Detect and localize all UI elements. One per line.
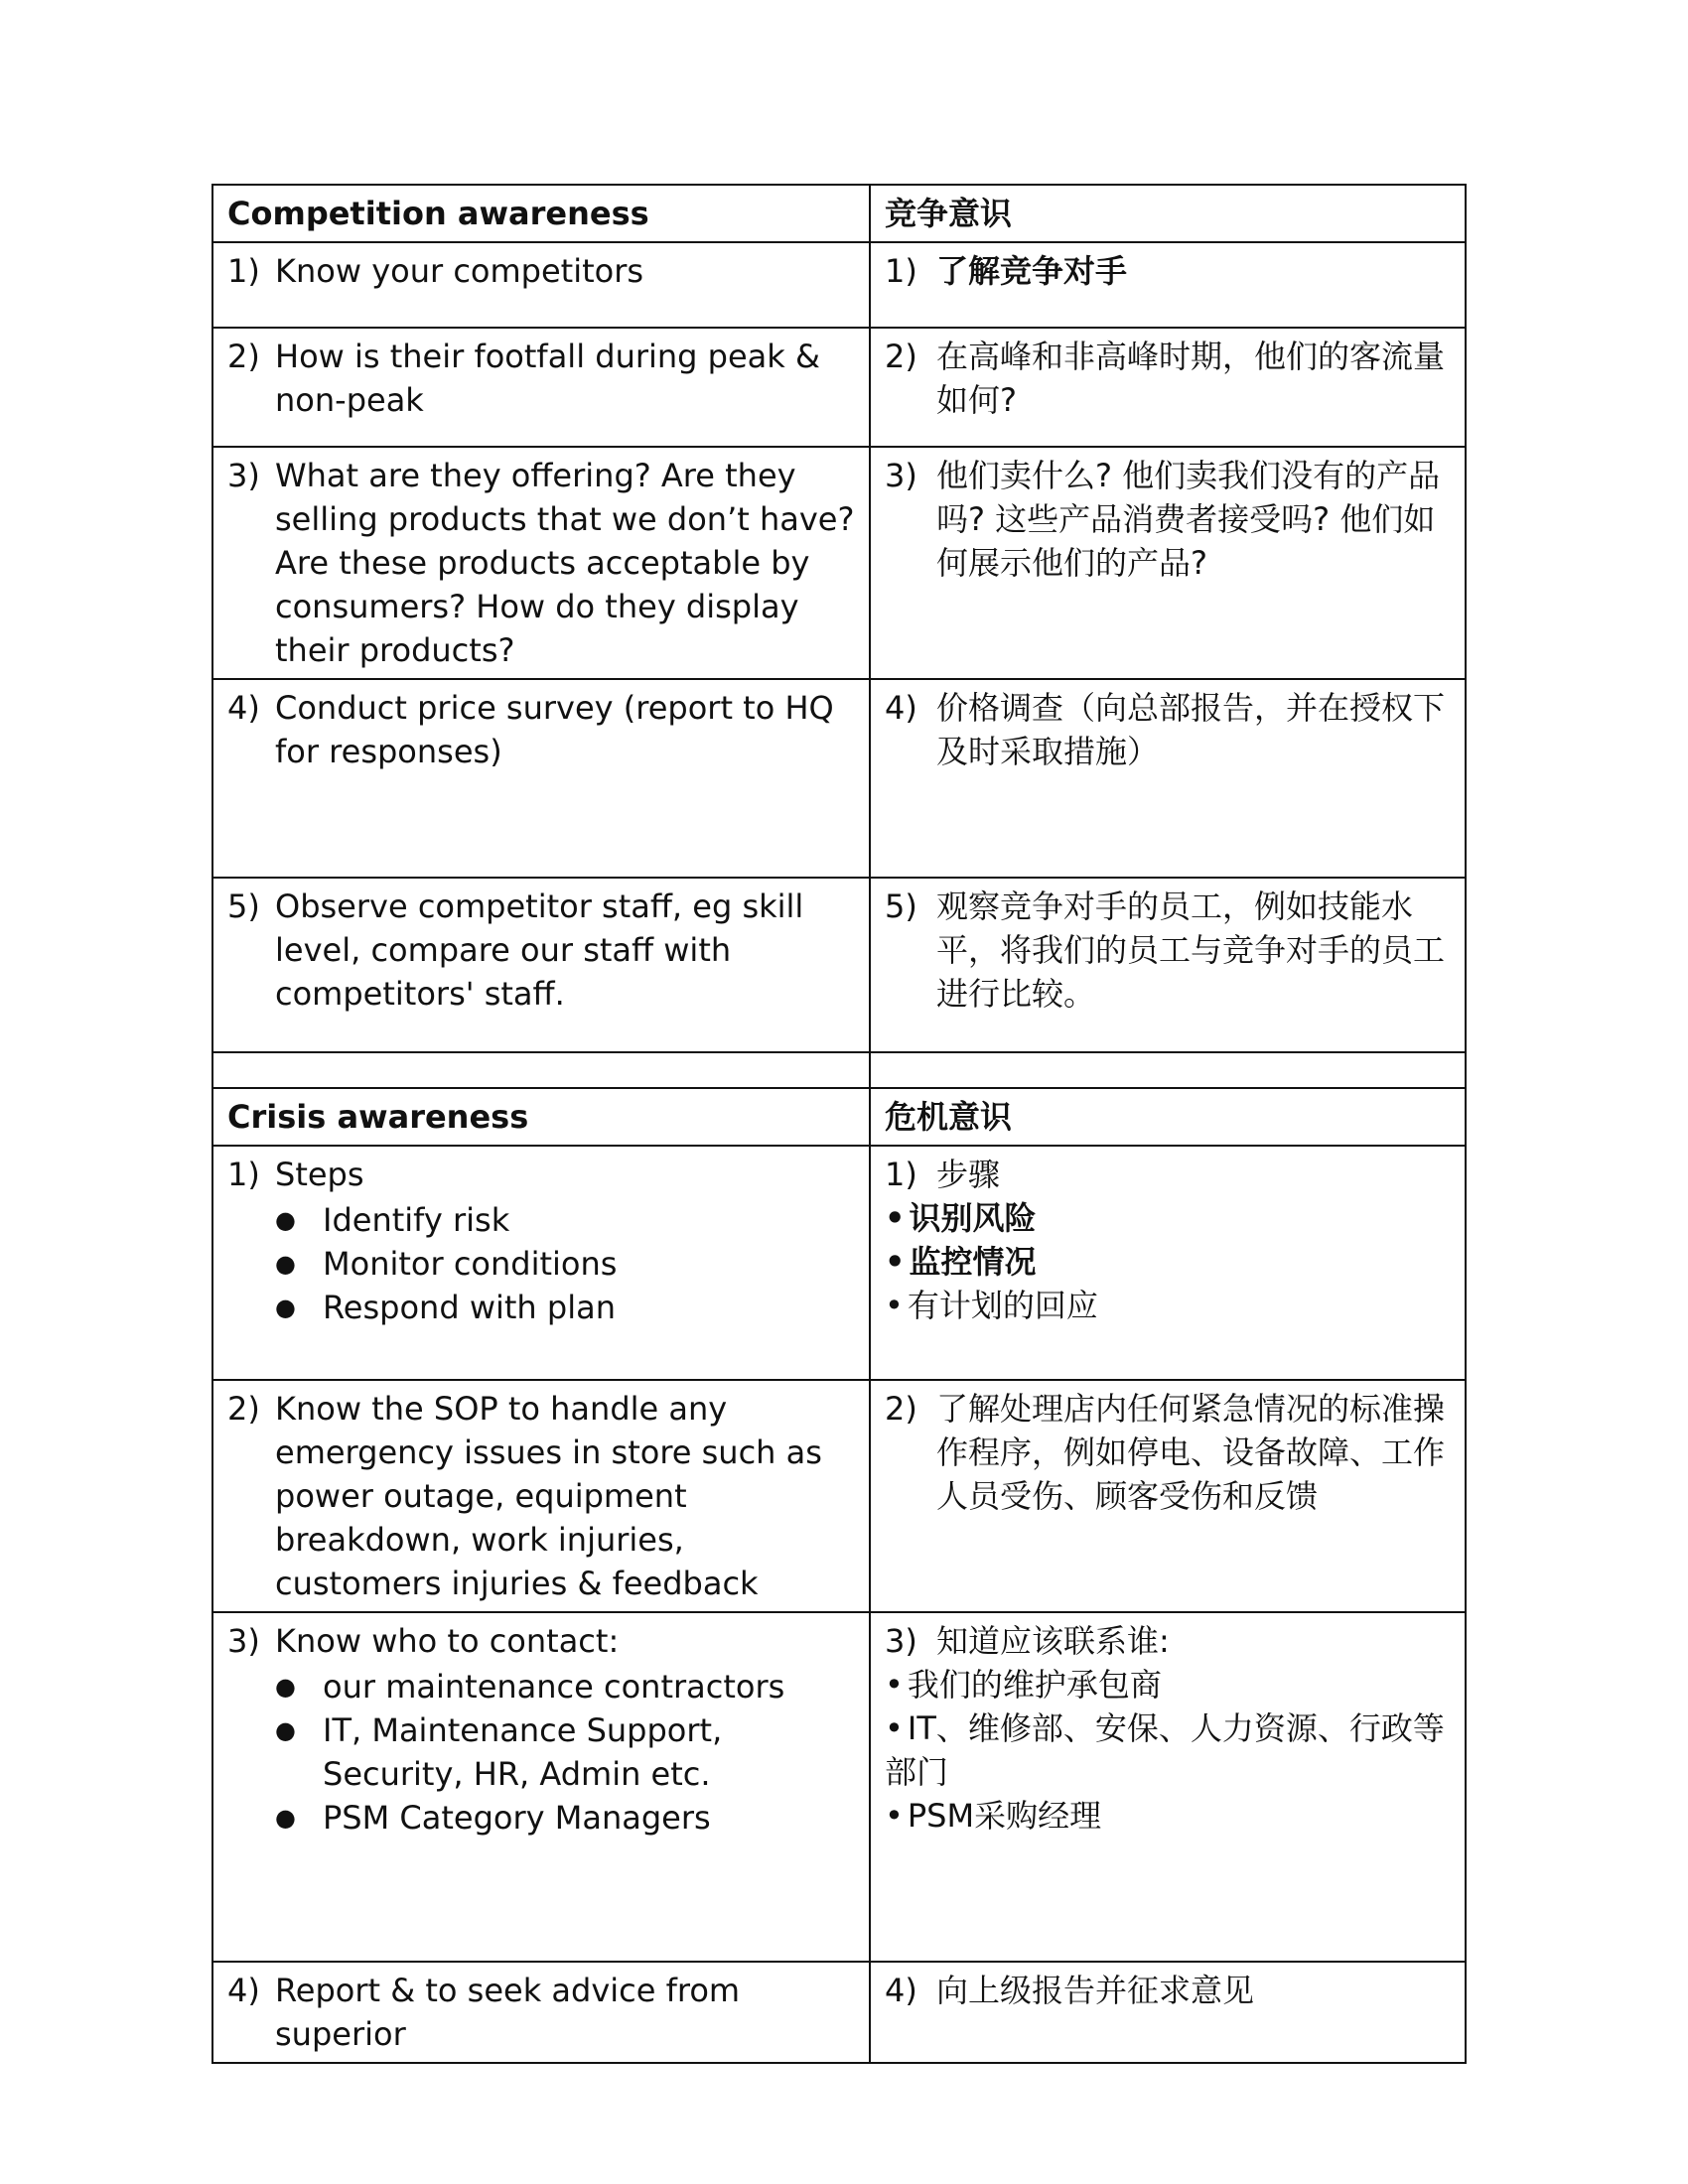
item-text: What are they offering? Are they selling products that we don’t have? Are these products acceptable by consumers? How do they display their products?: [275, 457, 855, 669]
item-text: 向上级报告并征求意见: [936, 1972, 1255, 2009]
list-item: • 识别风险: [885, 1196, 1451, 1240]
item-text: Know who to contact:: [275, 1622, 620, 1660]
crisis-contact-en: [212, 1612, 870, 1962]
crisis-row-steps: [212, 1146, 1466, 1380]
competition-item-5-en: [212, 878, 870, 1052]
crisis-sop-zh: [870, 1380, 1466, 1612]
list-item: ● Respond with plan: [275, 1286, 855, 1329]
competition-row-2: [212, 328, 1466, 447]
list-item: ● Monitor conditions: [275, 1242, 855, 1286]
crisis-sop-en: [212, 1380, 870, 1612]
crisis-title-en: Crisis awareness: [212, 1088, 870, 1146]
blank-cell: [212, 1052, 870, 1088]
crisis-steps-zh: [870, 1146, 1466, 1380]
bilingual-table: [211, 184, 1467, 2064]
crisis-contact-zh: [870, 1612, 1466, 1962]
item-number: 5): [885, 887, 917, 925]
competition-item-4-en: [212, 679, 870, 878]
crisis-row-contact: [212, 1612, 1466, 1962]
contact-bullet-list: [227, 1665, 855, 1840]
competition-row-1: [212, 242, 1466, 328]
item-number: 4): [885, 689, 917, 727]
item-text: 了解竞争对手: [936, 252, 1128, 290]
item-text: 他们卖什么? 他们卖我们没有的产品吗? 这些产品消费者接受吗? 他们如何展示他们的产品?: [936, 457, 1441, 582]
item-text: Steps: [275, 1156, 364, 1193]
crisis-header-row: [212, 1088, 1466, 1146]
item-number: 4): [227, 689, 260, 727]
item-number: 3): [885, 457, 917, 494]
item-text: Know your competitors: [275, 252, 644, 290]
competition-item-1-zh: [870, 242, 1466, 328]
list-item: ● IT, Maintenance Support, Security, HR, Admin etc.: [275, 1708, 855, 1796]
item-number: 4): [227, 1972, 260, 2009]
item-text: 了解处理店内任何紧急情况的标准操作程序，例如停电、设备故障、工作人员受伤、顾客受伤和反馈: [936, 1390, 1446, 1515]
competition-item-1-en: [212, 242, 870, 328]
item-text: Observe competitor staff, eg skill level, compare our staff with competitors' staff.: [275, 887, 804, 1013]
list-item: ● PSM Category Managers: [275, 1796, 855, 1840]
item-text: Report & to seek advice from superior: [275, 1972, 741, 2053]
item-text: 在高峰和非高峰时期，他们的客流量如何?: [936, 338, 1446, 419]
blank-cell: [870, 1052, 1466, 1088]
item-text: How is their footfall during peak & non-peak: [275, 338, 820, 419]
competition-item-5-zh: [870, 878, 1466, 1052]
item-number: 1): [885, 1156, 917, 1193]
item-number: 1): [227, 252, 260, 290]
crisis-row-sop: [212, 1380, 1466, 1612]
item-number: 5): [227, 887, 260, 925]
blank-row: [212, 1052, 1466, 1088]
item-text: 观察竞争对手的员工，例如技能水平，将我们的员工与竞争对手的员工进行比较。: [936, 887, 1446, 1013]
item-number: 2): [885, 1390, 917, 1428]
crisis-title-zh: 危机意识: [870, 1088, 1466, 1146]
list-item: • IT、维修部、安保、人力资源、行政等部门: [885, 1706, 1451, 1794]
item-number: 4): [885, 1972, 917, 2009]
competition-item-3-en: [212, 447, 870, 679]
competition-row-3: [212, 447, 1466, 679]
crisis-row-report: [212, 1962, 1466, 2063]
item-number: 1): [227, 1156, 260, 1193]
competition-item-3-zh: [870, 447, 1466, 679]
steps-bullet-list: [227, 1198, 855, 1329]
list-item: ● Identify risk: [275, 1198, 855, 1242]
competition-row-5: [212, 878, 1466, 1052]
item-text: 价格调查（向总部报告，并在授权下及时采取措施）: [936, 689, 1446, 770]
item-number: 1): [885, 252, 917, 290]
competition-header-row: [212, 185, 1466, 242]
crisis-steps-en: [212, 1146, 870, 1380]
item-number: 3): [227, 1622, 260, 1660]
competition-row-4: [212, 679, 1466, 878]
item-number: 2): [885, 338, 917, 375]
item-text: Conduct price survey (report to HQ for responses): [275, 689, 834, 770]
competition-item-4-zh: [870, 679, 1466, 878]
item-number: 2): [227, 338, 260, 375]
item-text: 步骤: [936, 1156, 1001, 1193]
competition-item-2-zh: [870, 328, 1466, 447]
competition-title-en: Competition awareness: [212, 185, 870, 242]
list-item: ● our maintenance contractors: [275, 1665, 855, 1708]
list-item: • 监控情况: [885, 1240, 1451, 1284]
item-number: 2): [227, 1390, 260, 1428]
list-item: • PSM采购经理: [885, 1794, 1451, 1838]
item-number: 3): [227, 457, 260, 494]
item-number: 3): [885, 1622, 917, 1660]
item-text: Know the SOP to handle any emergency issues in store such as power outage, equipment breakdown, work injuries, customers injuries & feedback: [275, 1390, 822, 1602]
item-text: 知道应该联系谁:: [936, 1622, 1170, 1660]
list-item: • 我们的维护承包商: [885, 1663, 1451, 1706]
crisis-report-en: [212, 1962, 870, 2063]
competition-item-2-en: [212, 328, 870, 447]
competition-title-zh: 竞争意识: [870, 185, 1466, 242]
list-item: • 有计划的回应: [885, 1284, 1451, 1327]
crisis-report-zh: [870, 1962, 1466, 2063]
